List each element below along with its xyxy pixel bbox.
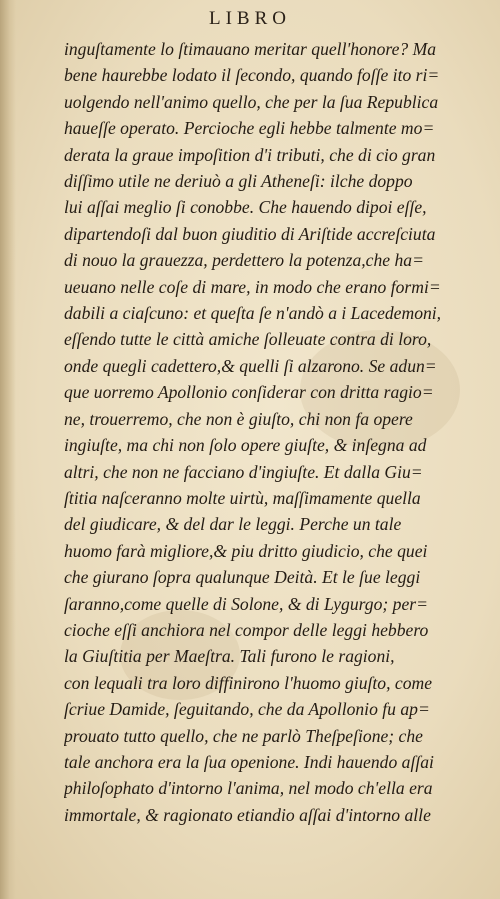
text-line: con lequali tra loro diffinirono l'huomo giuſto, come <box>64 672 432 693</box>
text-line: inguſtamente lo ſtimauano meritar quell'honore? Ma <box>64 39 437 59</box>
text-line: ingiuſte, ma chi non ſolo opere giuſte, & inſegna ad <box>64 435 427 456</box>
text-line: la Giuſtitia per Maeſtra. Tali furono le ragioni, <box>64 646 395 667</box>
text-line: bene haurebbe lodato il ſecondo, quando foſſe ito ri= <box>64 65 440 86</box>
text-line: huomo farà migliore,& piu dritto giudicio, che quei <box>64 540 428 561</box>
text-line: di nouo la grauezza, perdettero la potenza,che ha= <box>64 250 424 271</box>
text-line: dipartendoſi dal buon giuditio di Ariſtide accreſciuta <box>64 223 436 244</box>
text-line: lui aſſai meglio ſi conobbe. Che hauendo dipoi eſſe, <box>64 197 427 218</box>
text-line: del giudicare, & del dar le leggi. Perche un tale <box>64 514 402 535</box>
text-line: cioche eſſi anchiora nel compor delle leggi hebbero <box>64 619 429 640</box>
text-line: que uorremo Apollonio conſiderar con dritta ragio= <box>64 382 434 403</box>
text-line: ueuano nelle coſe di mare, in modo che erano formi= <box>64 276 441 297</box>
text-line: eſſendo tutte le città amiche ſolleuate contra di loro, <box>64 329 432 350</box>
text-line: tale anchora era la ſua openione. Indi hauendo aſſai <box>64 751 434 772</box>
text-line: haueſſe operato. Percioche egli hebbe talmente mo= <box>64 118 435 139</box>
page-gutter <box>0 0 16 899</box>
text-line: philoſophato d'intorno l'anima, nel modo ch'ella era <box>64 778 433 799</box>
text-line: immortale, & ragionato etiandio aſſai d'intorno alle <box>64 804 431 825</box>
text-line: prouato tutto quello, che ne parlò Theſpeſione; che <box>64 725 423 746</box>
text-line: ſcriue Damide, ſeguitando, che da Apollonio fu ap= <box>64 699 430 720</box>
text-line: onde quegli cadettero,& quelli ſi alzarono. Se adun= <box>64 355 437 376</box>
text-line: derata la graue impoſition d'i tributi, che di cio gran <box>64 144 436 165</box>
text-line: che giurano ſopra qualunque Deità. Et le ſue leggi <box>64 567 421 588</box>
text-line: ſtitia naſceranno molte uirtù, maſſimamente quella <box>64 487 421 508</box>
text-line: ſaranno,come quelle di Solone, & di Lygurgo; per= <box>64 593 428 614</box>
text-line: ne, trouerremo, che non è giuſto, chi non fa opere <box>64 408 413 429</box>
body-text <box>64 36 474 828</box>
text-line: altri, che non ne facciano d'ingiuſte. Et dalla Giu= <box>64 461 423 482</box>
text-line: diſſimo utile ne deriuò a gli Atheneſi: ilche doppo <box>64 171 413 192</box>
running-head: LIBRO <box>209 8 291 29</box>
text-line: dabili a ciaſcuno: et queſta ſe n'andò a i Lacedemoni, <box>64 303 442 324</box>
text-line: uolgendo nell'animo quello, che per la ſua Republica <box>64 91 439 112</box>
